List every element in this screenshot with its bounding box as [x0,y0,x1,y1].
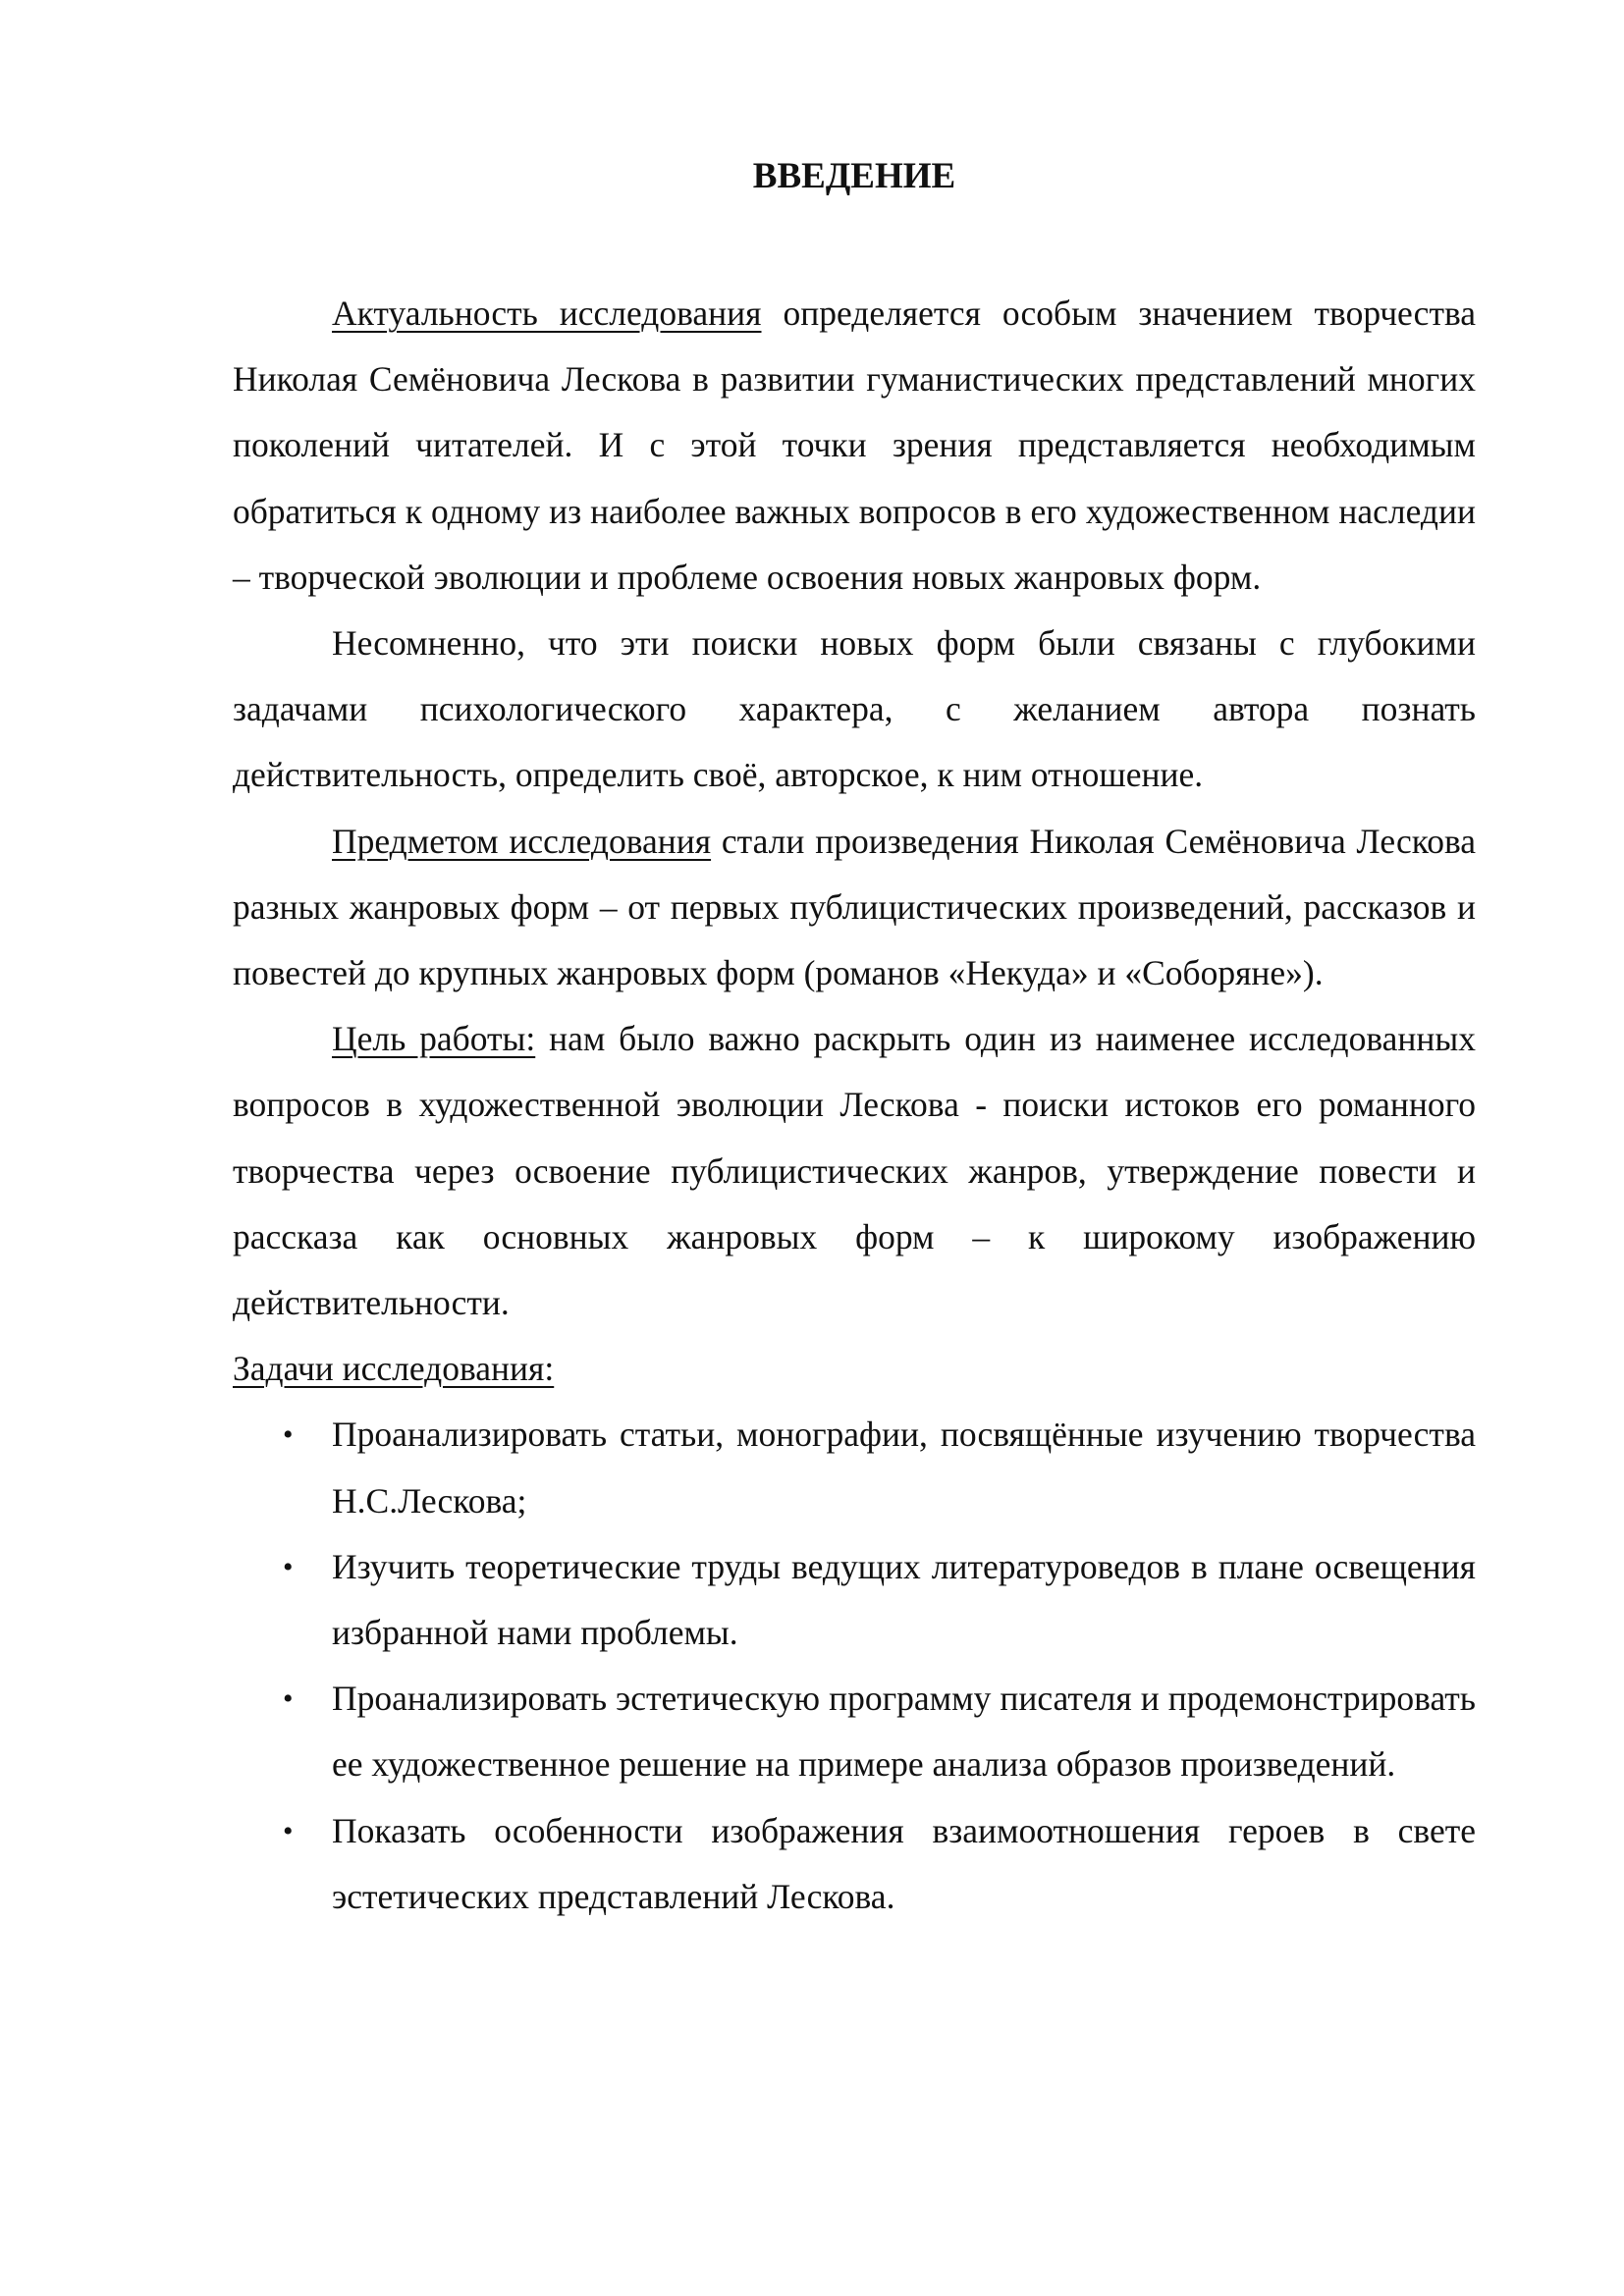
subject-lead: Предметом исследования [332,821,712,861]
tasks-heading [233,1336,1476,1402]
document-page [233,0,1476,2296]
bullet-icon: • [283,1814,294,1847]
relevance-lead: Актуальность исследования [332,294,762,333]
task-text: Проанализировать эстетическую программу писателя и продемонстрировать ее художественное решение на примере анализа образов произведений. [332,1679,1476,1785]
goal-text: нам было важно раскрыть один из наименее исследованных вопросов в художественной эволюции Лескова - поиски истоков его романного творчества через освоение публицистических жанров, утверждение повести и рассказа как основных жанровых форм – к широкому изображению действительности. [233,1019,1476,1323]
paragraph-relevance [233,281,1476,611]
paragraph-goal [233,1006,1476,1336]
list-item [233,1534,1476,1666]
tasks-list [233,1402,1476,1930]
search-text: Несомненно, что эти поиски новых форм были связаны с глубокими задачами психологического характера, с желанием автора познать действительность, определить своё, авторское, к ним отношение. [233,623,1476,795]
bullet-icon: • [283,1550,294,1583]
relevance-text: определяется особым значением творчества Николая Семёновича Лескова в развитии гуманистических представлений многих поколений читателей. И с этой точки зрения представляется необходимым обратиться к одному из наиболее важных вопросов в его художественном наследии – творческой эволюции и проблеме освоения новых жанровых форм. [233,294,1477,597]
task-text: Изучить теоретические труды ведущих литературоведов в плане освещения избранной нами проблемы. [332,1546,1476,1653]
bullet-icon: • [283,1682,294,1716]
list-item [233,1402,1476,1533]
task-text: Показать особенности изображения взаимоотношения героев в свете эстетических представлений Лескова. [332,1810,1476,1916]
goal-lead: Цель работы: [332,1019,536,1059]
tasks-heading-text: Задачи исследования: [233,1349,555,1389]
paragraph-search [233,611,1476,809]
list-item [233,1798,1476,1930]
document-body [233,281,1476,1930]
subject-text: стали произведения Николая Семёновича Лескова разных жанровых форм – от первых публицистических произведений, рассказов и повестей до крупных жанровых форм (романов «Некуда» и «Соборяне»). [233,821,1477,993]
bullet-icon: • [283,1418,294,1452]
paragraph-subject [233,809,1476,1007]
list-item [233,1666,1476,1797]
task-text: Проанализировать статьи, монографии, посвящённые изучению творчества Н.С.Лескова; [332,1415,1476,1521]
page-title: ВВЕДЕНИЕ [752,156,956,196]
